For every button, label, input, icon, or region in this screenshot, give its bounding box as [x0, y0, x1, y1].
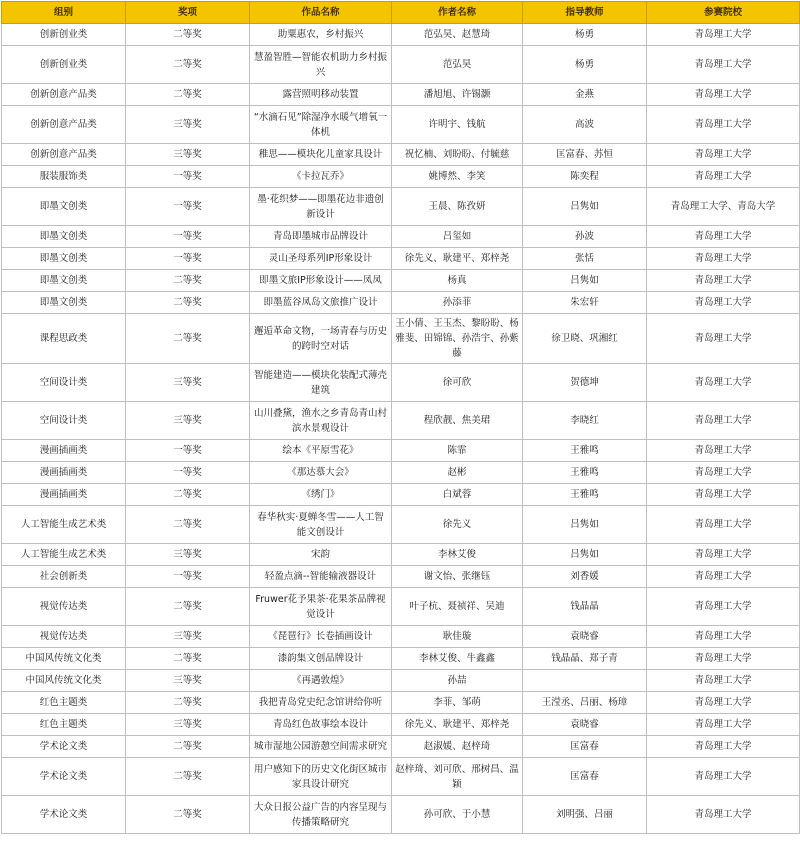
- cell-school: 青岛理工大学: [647, 484, 800, 506]
- cell-authors: 吕玺如: [392, 226, 523, 248]
- cell-work-title: 青岛即墨城市品牌设计: [250, 226, 392, 248]
- cell-category: 学术论文类: [2, 796, 126, 834]
- cell-award: 二等奖: [126, 46, 250, 84]
- cell-school: 青岛理工大学: [647, 796, 800, 834]
- cell-category: 社会创新类: [2, 566, 126, 588]
- cell-work-title: 稚思——模块化儿童家具设计: [250, 144, 392, 166]
- cell-advisor: 王雅鸣: [523, 462, 647, 484]
- cell-category: 创新创业类: [2, 24, 126, 46]
- cell-authors: 白斌蓉: [392, 484, 523, 506]
- cell-authors: 赵淑媛、赵梓琦: [392, 736, 523, 758]
- cell-authors: 祝忆楠、刘盼盼、付毓慈: [392, 144, 523, 166]
- cell-authors: 潘旭旭、许锡灏: [392, 84, 523, 106]
- cell-category: 即墨文创类: [2, 226, 126, 248]
- cell-work-title: 慧盈智胜—智能农机助力乡村振兴: [250, 46, 392, 84]
- header-authors: 作者名称: [392, 2, 523, 24]
- cell-award: 二等奖: [126, 506, 250, 544]
- header-advisor: 指导教师: [523, 2, 647, 24]
- cell-authors: 徐先义、耿建平、郑梓尧: [392, 714, 523, 736]
- cell-award: 一等奖: [126, 462, 250, 484]
- cell-category: 即墨文创类: [2, 270, 126, 292]
- cell-authors: 赵梓琦、刘可欣、邢树昌、温颖: [392, 758, 523, 796]
- cell-work-title: 绘本《平原雪花》: [250, 440, 392, 462]
- cell-work-title: 《那达慕大会》: [250, 462, 392, 484]
- cell-authors: 孙添菲: [392, 292, 523, 314]
- cell-work-title: Fruwer花予果茶·花果茶品牌视觉设计: [250, 588, 392, 626]
- cell-award: 二等奖: [126, 648, 250, 670]
- cell-award: 一等奖: [126, 166, 250, 188]
- cell-award: 三等奖: [126, 670, 250, 692]
- header-work-title: 作品名称: [250, 2, 392, 24]
- table-row: [2, 462, 800, 484]
- table-row: [2, 364, 800, 402]
- cell-work-title: 宋韵: [250, 544, 392, 566]
- cell-advisor: 钱晶晶: [523, 588, 647, 626]
- cell-work-title: 即墨蓝谷凤岛文旅推广设计: [250, 292, 392, 314]
- table-row: [2, 106, 800, 144]
- cell-school: 青岛理工大学: [647, 314, 800, 364]
- cell-school: 青岛理工大学: [647, 402, 800, 440]
- cell-work-title: 助粟惠农，乡村振兴: [250, 24, 392, 46]
- table-row: [2, 566, 800, 588]
- table-row: [2, 440, 800, 462]
- cell-school: 青岛理工大学: [647, 588, 800, 626]
- cell-work-title: 我把青岛党史纪念馆讲给你听: [250, 692, 392, 714]
- cell-advisor: 吕隽如: [523, 544, 647, 566]
- cell-school: 青岛理工大学: [647, 166, 800, 188]
- table-row: [2, 226, 800, 248]
- cell-category: 漫画插画类: [2, 484, 126, 506]
- table-row: [2, 588, 800, 626]
- cell-authors: 程欣靓、焦美珺: [392, 402, 523, 440]
- cell-award: 三等奖: [126, 714, 250, 736]
- cell-school: 青岛理工大学: [647, 364, 800, 402]
- cell-school: 青岛理工大学、青岛大学: [647, 188, 800, 226]
- cell-authors: 孙可欣、于小慧: [392, 796, 523, 834]
- cell-work-title: 《卡拉瓦乔》: [250, 166, 392, 188]
- cell-award: 三等奖: [126, 402, 250, 440]
- cell-authors: 叶子杭、聂祯祥、吴迪: [392, 588, 523, 626]
- cell-authors: 陈霏: [392, 440, 523, 462]
- cell-category: 红色主题类: [2, 714, 126, 736]
- cell-school: 青岛理工大学: [647, 626, 800, 648]
- cell-category: 视觉传达类: [2, 588, 126, 626]
- cell-school: 青岛理工大学: [647, 670, 800, 692]
- cell-award: 一等奖: [126, 248, 250, 270]
- cell-school: 青岛理工大学: [647, 566, 800, 588]
- cell-work-title: 轻盈点滴--智能输液器设计: [250, 566, 392, 588]
- table-row: [2, 484, 800, 506]
- cell-work-title: 大众日报公益广告的内容呈现与传播策略研究: [250, 796, 392, 834]
- cell-category: 中国风传统文化类: [2, 670, 126, 692]
- cell-authors: 范弘昊、赵慧琦: [392, 24, 523, 46]
- cell-advisor: 徐卫晓、巩湘红: [523, 314, 647, 364]
- cell-advisor: 袁晓睿: [523, 714, 647, 736]
- cell-advisor: 匡富春: [523, 758, 647, 796]
- cell-advisor: 王滢丞、吕丽、杨璋: [523, 692, 647, 714]
- cell-category: 创新创意产品类: [2, 106, 126, 144]
- cell-work-title: 灵山圣母系列IP形象设计: [250, 248, 392, 270]
- cell-category: 即墨文创类: [2, 248, 126, 270]
- cell-advisor: 吕隽如: [523, 270, 647, 292]
- cell-category: 服装服饰类: [2, 166, 126, 188]
- cell-advisor: 钱晶晶、郑子青: [523, 648, 647, 670]
- cell-advisor: 刘香媛: [523, 566, 647, 588]
- cell-award: 二等奖: [126, 736, 250, 758]
- cell-award: 二等奖: [126, 314, 250, 364]
- cell-authors: 王小倩、王玉杰、黎盼盼、杨雅斐、田锦锦、孙浩宇、孙紫藤: [392, 314, 523, 364]
- table-row: [2, 648, 800, 670]
- cell-category: 漫画插画类: [2, 462, 126, 484]
- cell-authors: 李菲、邹萌: [392, 692, 523, 714]
- cell-advisor: 匡富春、苏恒: [523, 144, 647, 166]
- cell-advisor: 贺德坤: [523, 364, 647, 402]
- header-category: 组别: [2, 2, 126, 24]
- cell-authors: 耿佳璇: [392, 626, 523, 648]
- cell-award: 二等奖: [126, 758, 250, 796]
- cell-advisor: 张恬: [523, 248, 647, 270]
- cell-school: 青岛理工大学: [647, 714, 800, 736]
- cell-school: 青岛理工大学: [647, 144, 800, 166]
- cell-category: 人工智能生成艺术类: [2, 544, 126, 566]
- table-row: [2, 248, 800, 270]
- cell-award: 三等奖: [126, 106, 250, 144]
- cell-work-title: 邂逅革命文物，一场青春与历史的跨时空对话: [250, 314, 392, 364]
- table-row: [2, 670, 800, 692]
- cell-advisor: 孙波: [523, 226, 647, 248]
- cell-school: 青岛理工大学: [647, 462, 800, 484]
- cell-school: 青岛理工大学: [647, 106, 800, 144]
- cell-advisor: 朱宏轩: [523, 292, 647, 314]
- cell-advisor: 匡富春: [523, 736, 647, 758]
- cell-advisor: 王雅鸣: [523, 440, 647, 462]
- cell-school: 青岛理工大学: [647, 758, 800, 796]
- cell-advisor: 杨勇: [523, 46, 647, 84]
- cell-school: 青岛理工大学: [647, 440, 800, 462]
- header-school: 参赛院校: [647, 2, 800, 24]
- cell-authors: 姚博然、李笑: [392, 166, 523, 188]
- cell-work-title: 《琵琶行》长卷插画设计: [250, 626, 392, 648]
- cell-work-title: 《绣门》: [250, 484, 392, 506]
- cell-category: 即墨文创类: [2, 292, 126, 314]
- table-row: [2, 84, 800, 106]
- cell-category: 视觉传达类: [2, 626, 126, 648]
- cell-advisor: 高波: [523, 106, 647, 144]
- cell-award: 一等奖: [126, 226, 250, 248]
- table-row: [2, 626, 800, 648]
- cell-award: 二等奖: [126, 484, 250, 506]
- cell-authors: 李林艾俊: [392, 544, 523, 566]
- cell-award: 二等奖: [126, 692, 250, 714]
- table-row: [2, 402, 800, 440]
- cell-authors: 范弘昊: [392, 46, 523, 84]
- cell-award: 二等奖: [126, 24, 250, 46]
- table-row: [2, 692, 800, 714]
- cell-work-title: 山川叠黛，渔水之乡青岛青山村滨水景观设计: [250, 402, 392, 440]
- cell-school: 青岛理工大学: [647, 544, 800, 566]
- cell-authors: 徐可欣: [392, 364, 523, 402]
- table-row: [2, 292, 800, 314]
- cell-school: 青岛理工大学: [647, 292, 800, 314]
- table-row: [2, 46, 800, 84]
- table-row: [2, 166, 800, 188]
- table-row: [2, 506, 800, 544]
- cell-category: 中国风传统文化类: [2, 648, 126, 670]
- cell-school: 青岛理工大学: [647, 506, 800, 544]
- cell-advisor: 杨勇: [523, 24, 647, 46]
- table-row: [2, 314, 800, 364]
- cell-category: 人工智能生成艺术类: [2, 506, 126, 544]
- cell-award: 三等奖: [126, 544, 250, 566]
- cell-award: 二等奖: [126, 796, 250, 834]
- cell-award: 二等奖: [126, 292, 250, 314]
- cell-school: 青岛理工大学: [647, 226, 800, 248]
- cell-work-title: 智能建造——模块化装配式薄壳建筑: [250, 364, 392, 402]
- table-row: [2, 270, 800, 292]
- table-row: [2, 736, 800, 758]
- cell-category: 课程思政类: [2, 314, 126, 364]
- header-row: [2, 2, 800, 24]
- cell-advisor: 袁晓睿: [523, 626, 647, 648]
- cell-school: 青岛理工大学: [647, 736, 800, 758]
- cell-work-title: 《再遇敦煌》: [250, 670, 392, 692]
- cell-award: 三等奖: [126, 626, 250, 648]
- table-row: [2, 714, 800, 736]
- table-row: [2, 144, 800, 166]
- cell-category: 学术论文类: [2, 758, 126, 796]
- cell-award: 一等奖: [126, 440, 250, 462]
- cell-advisor: 李晓红: [523, 402, 647, 440]
- table-row: [2, 24, 800, 46]
- header-award: 奖项: [126, 2, 250, 24]
- cell-category: 创新创意产品类: [2, 84, 126, 106]
- cell-category: 创新创意产品类: [2, 144, 126, 166]
- cell-category: 空间设计类: [2, 402, 126, 440]
- cell-advisor: 吕隽如: [523, 188, 647, 226]
- cell-award: 二等奖: [126, 84, 250, 106]
- cell-school: 青岛理工大学: [647, 248, 800, 270]
- cell-award: 三等奖: [126, 144, 250, 166]
- cell-school: 青岛理工大学: [647, 24, 800, 46]
- cell-work-title: 青岛红色故事绘本设计: [250, 714, 392, 736]
- cell-category: 空间设计类: [2, 364, 126, 402]
- cell-advisor: [523, 670, 647, 692]
- cell-authors: 谢文怡、张继钰: [392, 566, 523, 588]
- awards-table: [1, 1, 800, 834]
- cell-category: 即墨文创类: [2, 188, 126, 226]
- cell-award: 一等奖: [126, 188, 250, 226]
- cell-authors: 许明宇、钱航: [392, 106, 523, 144]
- cell-category: 漫画插画类: [2, 440, 126, 462]
- table-row: [2, 188, 800, 226]
- cell-school: 青岛理工大学: [647, 84, 800, 106]
- cell-authors: 杨真: [392, 270, 523, 292]
- cell-authors: 徐先义、耿建平、郑梓尧: [392, 248, 523, 270]
- table-row: [2, 796, 800, 834]
- cell-work-title: “水滴石见”除湿净水暖气增氧一体机: [250, 106, 392, 144]
- cell-work-title: 露营照明移动装置: [250, 84, 392, 106]
- cell-award: 二等奖: [126, 588, 250, 626]
- cell-authors: 徐先义: [392, 506, 523, 544]
- cell-authors: 赵彬: [392, 462, 523, 484]
- table-row: [2, 758, 800, 796]
- cell-advisor: 王雅鸣: [523, 484, 647, 506]
- cell-school: 青岛理工大学: [647, 692, 800, 714]
- cell-work-title: 春华秋实·夏蝉冬雪——人工智能文创设计: [250, 506, 392, 544]
- cell-advisor: 金燕: [523, 84, 647, 106]
- cell-school: 青岛理工大学: [647, 648, 800, 670]
- cell-work-title: 即墨文旅IP形象设计——凤凤: [250, 270, 392, 292]
- cell-authors: 王晨、陈孜妍: [392, 188, 523, 226]
- cell-category: 创新创业类: [2, 46, 126, 84]
- cell-category: 红色主题类: [2, 692, 126, 714]
- cell-advisor: 刘明强、吕丽: [523, 796, 647, 834]
- cell-work-title: 用户感知下的历史文化街区城市家具设计研究: [250, 758, 392, 796]
- cell-school: 青岛理工大学: [647, 270, 800, 292]
- table-row: [2, 544, 800, 566]
- cell-authors: 李林艾俊、牛鑫鑫: [392, 648, 523, 670]
- cell-award: 一等奖: [126, 566, 250, 588]
- cell-school: 青岛理工大学: [647, 46, 800, 84]
- cell-category: 学术论文类: [2, 736, 126, 758]
- cell-work-title: 墨·花织梦——即墨花边非遗创新设计: [250, 188, 392, 226]
- cell-award: 二等奖: [126, 270, 250, 292]
- cell-authors: 孙喆: [392, 670, 523, 692]
- cell-advisor: 陈奕程: [523, 166, 647, 188]
- cell-award: 三等奖: [126, 364, 250, 402]
- cell-work-title: 漆韵集文创品牌设计: [250, 648, 392, 670]
- cell-advisor: 吕隽如: [523, 506, 647, 544]
- cell-work-title: 城市湿地公园游憩空间需求研究: [250, 736, 392, 758]
